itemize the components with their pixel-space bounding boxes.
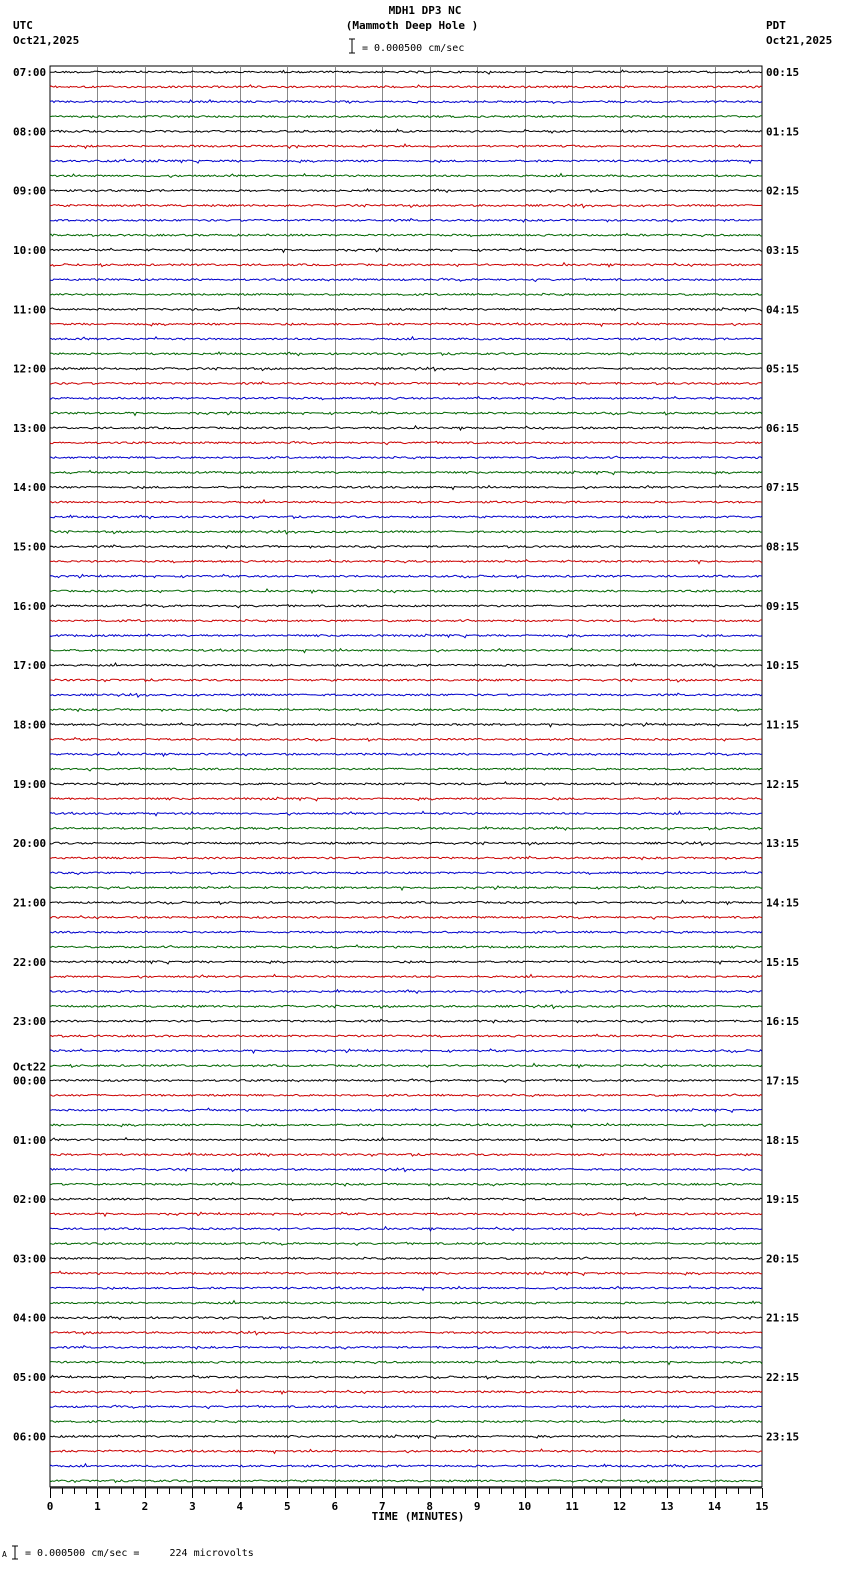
seismic-trace [50,679,762,682]
seismic-trace [50,1197,762,1200]
utc-hour-label: 06:00 [13,1430,47,1444]
scale-bar-icon [349,39,355,53]
seismic-trace [50,278,762,281]
pdt-hour-labels [766,66,799,1443]
x-tick-label: 12 [612,1500,627,1513]
utc-hour-label: 17:00 [13,659,47,673]
seismic-trace [50,1153,762,1157]
seismic-trace [50,441,762,444]
utc-hour-label: 09:00 [13,184,47,198]
utc-hour-label: 16:00 [13,599,47,613]
x-tick-label: 2 [141,1500,149,1513]
pdt-hour-label: 01:15 [766,125,800,139]
left-date: Oct21,2025 [13,34,80,47]
footer-scale-bar-icon [12,1546,18,1559]
utc-hour-label: 18:00 [13,718,47,732]
seismic-trace [50,545,762,548]
seismic-trace [50,1449,762,1453]
header-scale-text: = 0.000500 cm/sec [362,43,465,54]
seismic-trace [50,1227,762,1231]
x-axis-label: TIME (MINUTES) [371,1510,465,1523]
seismic-trace [50,1271,762,1275]
seismic-trace [50,1123,762,1127]
seismic-trace [50,397,762,400]
utc-hour-labels [13,66,46,1443]
x-tick-label: 15 [755,1500,769,1513]
seismic-trace [50,723,762,727]
utc-hour-label: 11:00 [13,303,47,317]
seismic-trace [50,337,762,340]
seismic-trace [50,1316,762,1319]
seismic-trace [50,1435,762,1439]
x-tick-label: 6 [331,1500,339,1513]
pdt-hour-label: 15:15 [766,955,800,969]
seismic-trace [50,219,762,222]
pdt-hour-label: 09:15 [766,599,800,613]
seismic-trace [50,900,762,904]
seismic-trace [50,411,762,415]
seismic-trace [50,204,762,208]
utc-hour-label: 14:00 [13,481,47,495]
utc-hour-label: 10:00 [13,243,47,257]
utc-hour-label: 20:00 [13,837,47,851]
seismic-trace [50,159,762,163]
x-tick-label: 8 [426,1500,434,1513]
seismic-trace [50,619,762,622]
right-date: Oct21,2025 [766,34,833,47]
seismic-trace [50,1242,762,1245]
seismic-trace [50,1064,762,1068]
seismic-trace [50,1183,762,1186]
pdt-hour-label: 07:15 [766,481,800,495]
utc-hour-label: 15:00 [13,540,47,554]
seismic-trace [50,426,762,430]
seismic-trace [50,797,762,801]
utc-hour-label: 22:00 [13,955,47,969]
x-tick-label: 11 [565,1500,579,1513]
seismic-trace [50,85,762,88]
utc-hour-label: 04:00 [13,1311,47,1325]
pdt-hour-label: 02:15 [766,184,800,198]
pdt-hour-label: 05:15 [766,362,800,376]
pdt-hour-label: 10:15 [766,659,800,673]
seismic-trace [50,1034,762,1037]
footer-scale-text: = 0.000500 cm/sec = 224 microvolts [25,1548,254,1559]
x-tick-label: 1 [94,1500,101,1513]
pdt-hour-label: 11:15 [766,718,800,732]
seismic-trace [50,174,762,178]
seismic-trace [50,693,762,697]
x-tick-label: 7 [378,1500,386,1513]
seismic-trace [50,811,762,815]
seismic-trace [50,856,762,859]
seismic-trace [50,960,762,964]
left-timezone: UTC [13,19,33,32]
seismic-trace [50,1331,762,1335]
utc-hour-label: 07:00 [13,66,47,79]
seismic-trace [50,500,762,503]
pdt-hour-label: 16:15 [766,1015,800,1029]
pdt-hour-label: 13:15 [766,837,800,851]
x-tick-label: 14 [707,1500,722,1513]
x-tick-label: 3 [189,1500,196,1513]
seismic-trace [50,1138,762,1141]
seismic-trace [50,1301,762,1304]
pdt-hour-label: 00:15 [766,66,800,79]
pdt-hour-label: 23:15 [766,1430,800,1444]
seismic-trace [50,990,762,994]
utc-hour-label: 05:00 [13,1371,47,1385]
utc-hour-label: 23:00 [13,1015,47,1029]
seismic-trace [50,515,762,519]
utc-hour-label: 00:00 [13,1074,47,1088]
seismic-trace [50,307,762,311]
seismic-trace [50,575,762,579]
seismic-trace [50,589,762,593]
seismic-trace [50,886,762,890]
seismic-trace [50,975,762,979]
seismic-trace [50,116,762,118]
seismic-trace [50,70,762,74]
seismic-trace [50,382,762,386]
pdt-hour-label: 18:15 [766,1133,800,1147]
utc-date-label: Oct22 [13,1060,47,1074]
seismic-trace [50,1375,762,1379]
seismic-trace [50,1464,762,1468]
seismic-trace [50,709,762,712]
trace-group [50,70,762,1483]
location-title: (Mammoth Deep Hole ) [345,19,479,32]
seismic-trace [50,367,762,371]
station-title: MDH1 DP3 NC [388,4,462,17]
seismic-trace [50,871,762,874]
utc-hour-label: 13:00 [13,421,47,435]
seismic-trace [50,352,762,356]
seismic-trace [50,1019,762,1023]
x-tick-label: 13 [660,1500,674,1513]
utc-hour-label: 01:00 [13,1133,47,1147]
pdt-hour-label: 17:15 [766,1074,800,1088]
seismic-trace [50,738,762,742]
pdt-hour-label: 14:15 [766,896,800,910]
seismic-trace [50,1168,762,1171]
seismic-trace [50,263,762,267]
seismic-trace [50,1286,762,1290]
seismic-trace [50,1079,762,1082]
seismic-trace [50,100,762,104]
seismic-trace [50,916,762,920]
pdt-hour-label: 06:15 [766,421,800,435]
right-timezone: PDT [766,19,786,32]
seismic-trace [50,234,762,237]
x-tick-label: 5 [284,1500,291,1513]
pdt-hour-label: 19:15 [766,1193,800,1207]
x-tick-label: 4 [236,1500,244,1513]
seismic-trace [50,827,762,831]
pdt-hour-label: 12:15 [766,777,800,791]
seismic-trace [50,1094,762,1097]
seismic-trace [50,768,762,771]
seismic-trace [50,248,762,252]
utc-hour-label: 21:00 [13,896,47,910]
seismic-trace [50,782,762,785]
seismic-trace [50,648,762,652]
seismic-trace [50,189,762,193]
seismic-trace [50,1405,762,1408]
seismic-trace [50,1346,762,1349]
pdt-hour-label: 08:15 [766,540,800,554]
x-tick-label: 10 [518,1500,532,1513]
seismic-trace [50,129,762,133]
seismic-trace [50,1108,762,1112]
pdt-hour-label: 04:15 [766,303,800,317]
utc-hour-label: 12:00 [13,362,47,376]
utc-hour-label: 03:00 [13,1252,47,1266]
seismic-trace [50,560,762,564]
pdt-hour-label: 22:15 [766,1371,800,1385]
utc-hour-label: 08:00 [13,125,47,139]
x-tick-label: 0 [46,1500,54,1513]
seismic-trace [50,842,762,846]
seismic-trace [50,470,762,474]
x-tick-label: 9 [473,1500,481,1513]
seismic-trace [50,293,762,295]
pdt-hour-label: 21:15 [766,1311,800,1325]
seismic-trace [50,945,762,948]
seismic-trace [50,634,762,638]
seismic-trace [50,485,762,489]
seismic-trace [50,1212,762,1216]
seismic-trace [50,1390,762,1394]
footer-scale-prefix: A [2,1550,7,1559]
seismic-trace [50,1049,762,1053]
seismic-trace [50,531,762,534]
seismic-trace [50,1480,762,1483]
seismic-trace [50,322,762,326]
seismic-trace [50,1257,762,1260]
seismic-trace [50,604,762,607]
utc-hour-label: 02:00 [13,1193,47,1207]
seismic-trace [50,1361,762,1365]
seismic-trace [50,752,762,756]
seismic-trace [50,1420,762,1423]
seismic-trace [50,144,762,148]
utc-hour-label: 19:00 [13,777,47,791]
seismic-trace [50,456,762,459]
seismic-trace [50,1005,762,1009]
seismic-trace [50,663,762,667]
pdt-hour-label: 20:15 [766,1252,800,1266]
seismic-trace [50,931,762,933]
pdt-hour-label: 03:15 [766,243,800,257]
